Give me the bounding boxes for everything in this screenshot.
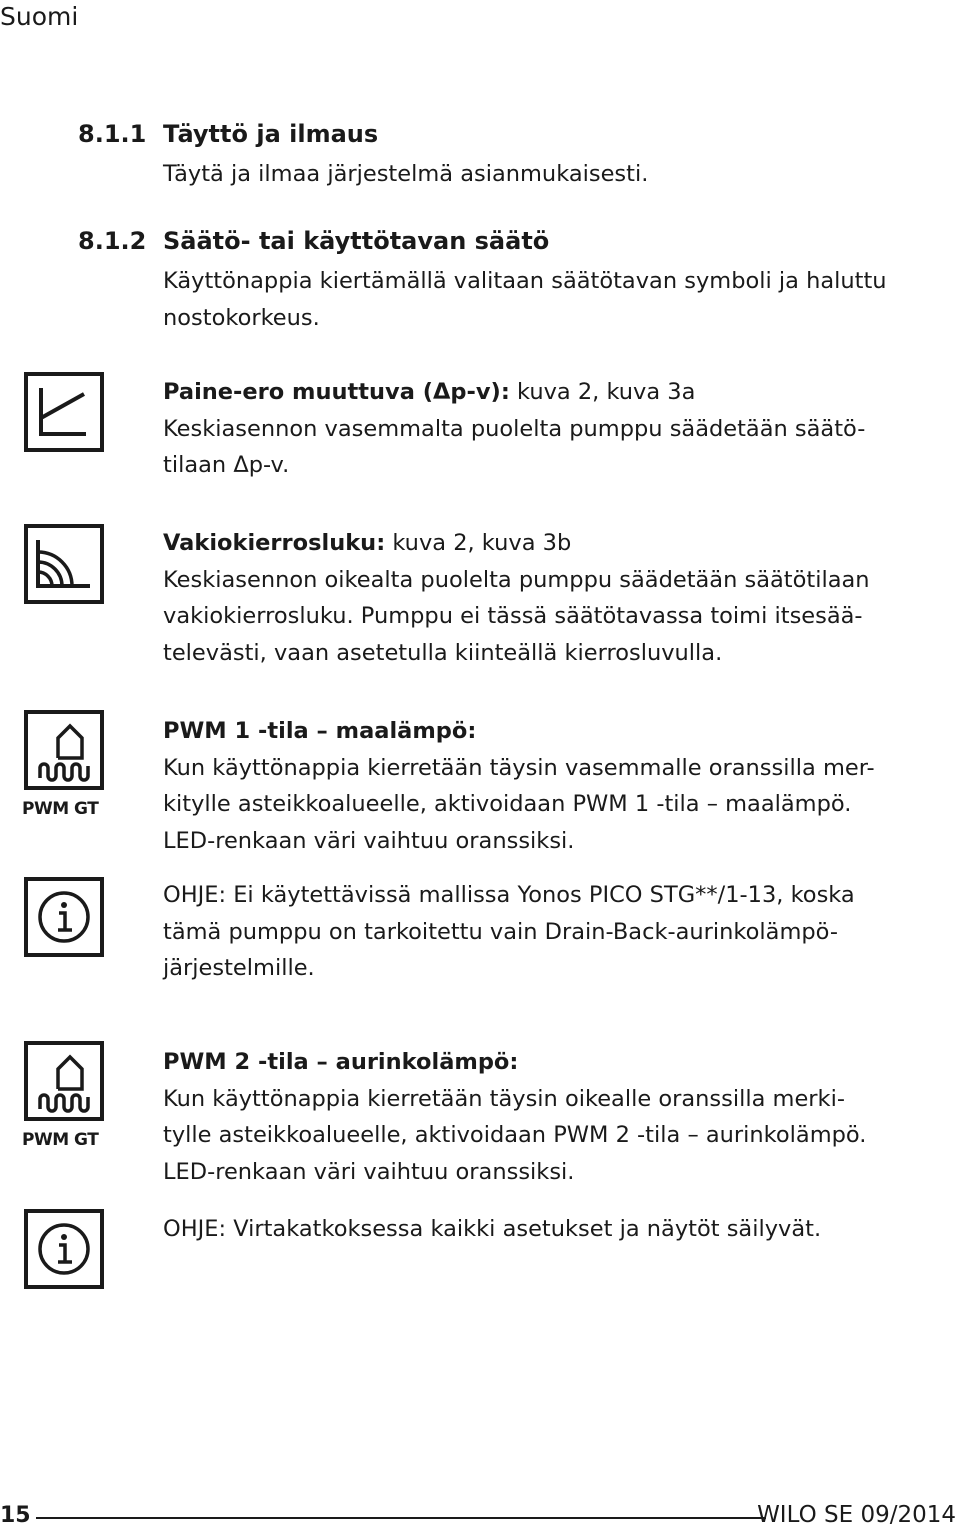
section-number: 8.1.2 bbox=[78, 227, 147, 255]
text-line: kitylle asteikkoalueelle, aktivoidaan PWM 1 -tila – maalämpö. bbox=[163, 791, 852, 817]
delta-p-variable-icon bbox=[24, 372, 104, 452]
section-number: 8.1.1 bbox=[78, 120, 147, 148]
text-line: järjestelmille. bbox=[163, 955, 315, 981]
section-text bbox=[163, 156, 953, 193]
text-line: Keskiasennon vasemmalta puolelta pumppu säädetään säätö- bbox=[163, 415, 866, 442]
text-line: Keskiasennon oikealta puolelta pumppu säädetään säätötilaan bbox=[163, 566, 870, 593]
note1-text bbox=[163, 877, 953, 987]
pwm1-text bbox=[163, 713, 953, 859]
section-text bbox=[163, 263, 953, 336]
constant-heading: Vakiokierrosluku: bbox=[163, 530, 386, 556]
dpv-heading: Paine-ero muuttuva (Δp-v): bbox=[163, 379, 510, 405]
footer-divider bbox=[36, 1517, 766, 1519]
pwm-gt-label: PWM GT bbox=[22, 799, 99, 819]
dpv-text bbox=[163, 374, 953, 484]
section-title: Säätö- tai käyttötavan säätö bbox=[163, 227, 550, 255]
pwm2-heading: PWM 2 -tila – aurinkolämpö: bbox=[163, 1049, 519, 1075]
note2-text bbox=[163, 1211, 953, 1248]
text-line: Käyttönappia kiertämällä valitaan säätötavan symboli ja haluttu bbox=[163, 268, 887, 294]
text-line: Täytä ja ilmaa järjestelmä asianmukaisesti. bbox=[163, 161, 649, 187]
text-line: LED-renkaan väri vaihtuu oranssiksi. bbox=[163, 827, 575, 854]
page-number: 15 bbox=[0, 1503, 31, 1528]
dpv-ref: kuva 2, kuva 3a bbox=[509, 379, 696, 405]
constant-text bbox=[163, 525, 953, 671]
text-line: tylle asteikkoalueelle, aktivoidaan PWM 2 -tila – aurinkolämpö. bbox=[163, 1122, 867, 1148]
text-line: Kun käyttönappia kierretään täysin vasemmalle oranssilla mer- bbox=[163, 754, 875, 781]
text-line: Kun käyttönappia kierretään täysin oikealle oranssilla merki- bbox=[163, 1085, 845, 1112]
text-line: LED-renkaan väri vaihtuu oranssiksi. bbox=[163, 1158, 575, 1185]
text-line: OHJE: Ei käytettävissä mallissa Yonos PICO STG**/1-13, koska bbox=[163, 882, 855, 908]
constant-speed-icon bbox=[24, 524, 104, 604]
text-line: nostokorkeus. bbox=[163, 304, 320, 331]
section-title: Täyttö ja ilmaus bbox=[163, 120, 379, 148]
info-icon bbox=[24, 877, 104, 957]
text-line: vakiokierrosluku. Pumppu ei tässä säätötavassa toimi itsesää- bbox=[163, 603, 863, 629]
pwm2-text bbox=[163, 1044, 953, 1190]
text-line: OHJE: Virtakatkoksessa kaikki asetukset ja näytöt säilyvät. bbox=[163, 1216, 822, 1242]
text-line: tämä pumppu on tarkoitettu vain Drain-Back-aurinkolämpö- bbox=[163, 918, 838, 945]
pwm-gt-label: PWM GT bbox=[22, 1130, 99, 1150]
text-line: televästi, vaan asetetulla kiinteällä kierrosluvulla. bbox=[163, 639, 723, 666]
house-heating-icon bbox=[22, 1041, 104, 1150]
info-icon bbox=[24, 1209, 104, 1289]
constant-ref: kuva 2, kuva 3b bbox=[385, 530, 572, 556]
text-line: tilaan Δp-v. bbox=[163, 452, 290, 478]
language-label: Suomi bbox=[0, 2, 79, 31]
footer-publisher: WILO SE 09/2014 bbox=[757, 1502, 956, 1528]
house-heating-icon bbox=[22, 710, 104, 819]
pwm1-heading: PWM 1 -tila – maalämpö: bbox=[163, 718, 477, 744]
